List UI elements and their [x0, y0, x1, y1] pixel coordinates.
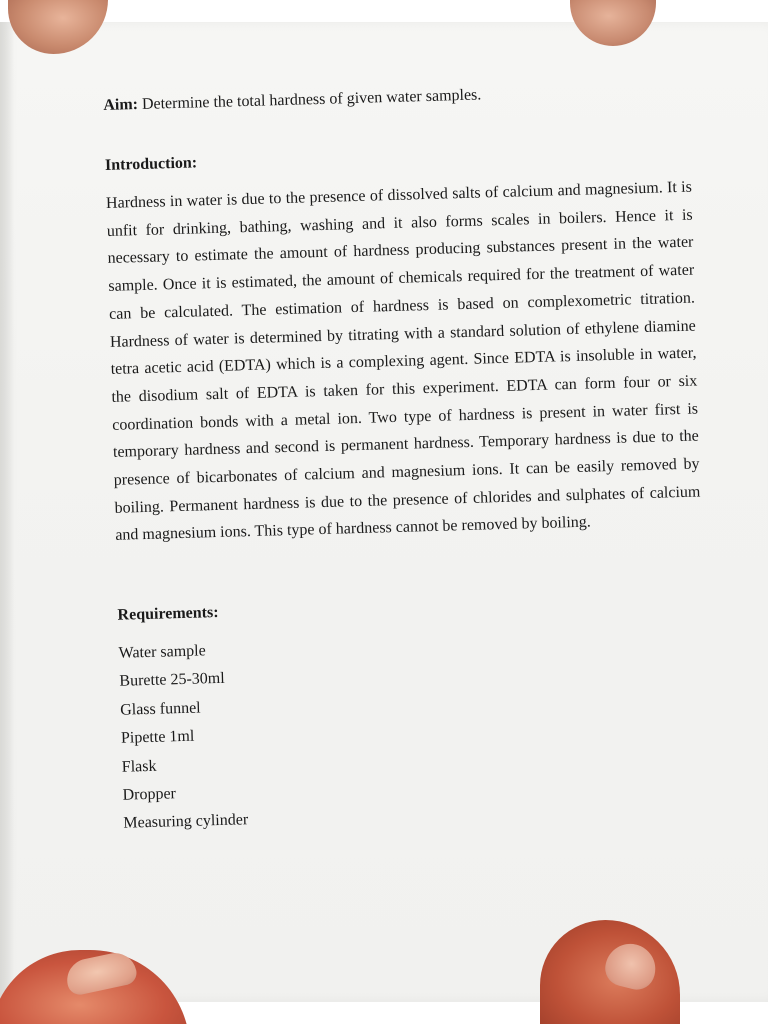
requirement-item: Flask	[121, 757, 157, 776]
requirement-item: Dropper	[122, 785, 177, 804]
aim-label: Aim:	[103, 96, 139, 114]
aim-text: Determine the total hardness of given water samples.	[137, 86, 482, 114]
paper-edge-shadow	[0, 22, 14, 1002]
requirement-item: Measuring cylinder	[123, 811, 249, 833]
introduction-heading: Introduction:	[104, 154, 198, 174]
introduction-paragraph: Hardness in water is due to the presence of dissolved salts of calcium and magnesium. It is unfit for drinking, bathing, washing and it also forms scales in boilers. Hence it is necessary to estimate the amount of hardness producing substances present in the water sample. Once it is estimated, the amount of chemicals required for the treatment of water can be calculated. The estimation of hardness is based on complexometric titration. Hardness of water is determined by titrating with a standard solution of ethylene diamine tetra acetic acid (EDTA) which is a complexing agent. Since EDTA is insoluble in water, the disodium salt of EDTA is taken for this experiment. EDTA can form four or six coordination bonds with a metal ion. Two type of hardness is present in water first is temporary hardness and second is permanent hardness. Temporary hardness is due to the presence of bicarbonates of calcium and magnesium ions. It can be easily removed by boiling. Permanent hardness is due to the presence of chlorides and sulphates of calcium and magnesium ions. This type of hardness cannot be removed by boiling.	[105, 178, 701, 545]
requirement-item: Pipette 1ml	[120, 727, 195, 747]
requirement-item: Glass funnel	[119, 699, 201, 719]
requirement-item: Water sample	[118, 642, 206, 662]
requirement-item: Burette 25-30ml	[119, 670, 225, 691]
requirements-heading: Requirements:	[117, 603, 219, 624]
requirements-list	[118, 636, 248, 838]
document-page	[103, 77, 718, 853]
